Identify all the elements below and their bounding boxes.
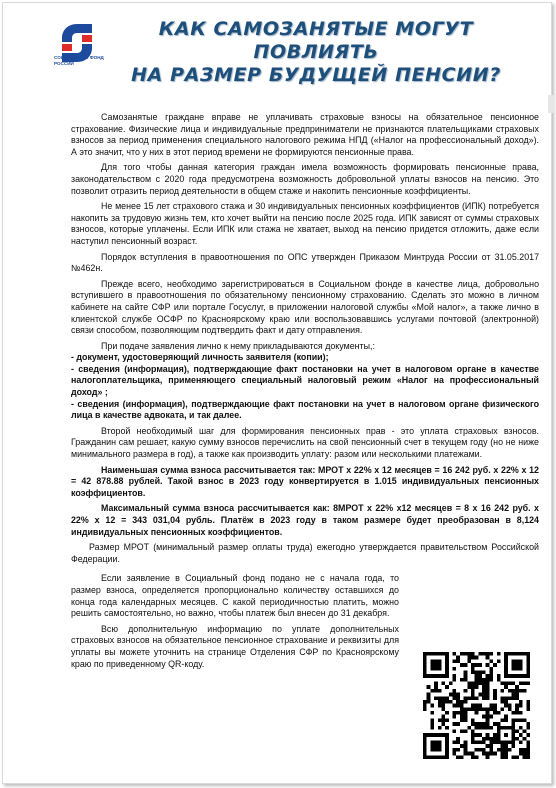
- paragraph-payment: Второй необходимый шаг для формирования пенсионных прав - это уплата страховых взносов. Гражданин сам решает, какую сумму взносов перечислить на свой пенсионный счет в текущем году (но не ниже минимального размера в год), а также как производить уплату: разом или несколькими платежами.: [71, 425, 539, 460]
- title-line-1: КАК САМОЗАНЯТЫЕ МОГУТ: [158, 18, 474, 40]
- paragraph-proportional: Если заявление в Социальный фонд подано не с начала года, то размер взноса, определяется пропорционально количеству оставшихся до конца года календарных месяцев. С какой периодичностью платить, можно решить самостоятельно, но важно, чтобы платеж был внесен до 31 декабря.: [71, 573, 399, 619]
- paragraph-legislation: Для того чтобы данная категория граждан имела возможность формировать пенсионные права, законодательством с 2020 года предусмотрена возможность добровольной уплаты взносов на пенсию. Это позволит отразить период деятельности в общем стаже и накопить пенсионные коэффициенты.: [71, 162, 539, 196]
- paragraph-min-contribution: Наименьшая сумма взноса рассчитывается так: МРОТ х 22% х 12 месяцев = 16 242 руб. х 22% х 12 = 42 878.88 рублей. Такой взнос в 2023 году конвертируется в 1.015 индивидуальных пенсионных коэффициентов.: [71, 464, 539, 498]
- paragraph-mrot: Размер МРОТ (минимальный размер оплаты труда) ежегодно утверждается правительством Российской Федерации.: [71, 542, 539, 564]
- page-edge-shadow: [548, 95, 554, 113]
- logo-caption: СОЦИАЛЬНЫЙ ФОНД РОССИИ: [54, 55, 104, 66]
- document-item: - документ, удостоверяющий личность заявителя (копии);: [71, 352, 329, 363]
- qr-code-icon[interactable]: [423, 652, 530, 759]
- paragraph-max-contribution: Максимальный сумма взноса рассчитывается как: 8МРОТ х 22% х12 месяцев = 8 х 16 242 руб. х 22% х 12 = 343 031,04 рубль. Платёж в 2023 году в таком размере будет преобразован в 8,124 индивидуальных пенсионных коэффициентов.: [71, 503, 539, 537]
- title-line-2: ПОВЛИЯТЬ: [253, 41, 379, 63]
- article-body: [71, 112, 539, 674]
- document-item: - сведения (информация), подтверждающие факт постановки на учет в налоговом органе физического лица в качестве адвоката, и так далее.: [71, 398, 539, 421]
- paragraph-intro: Самозанятые граждане вправе не уплачивать страховые взносы на обязательное пенсионное страхование. Физические лица и индивидуальные предприниматели не признаются плательщиками страховых взносов за период применения специального налогового режима НПД («Налог на профессиональный доход»). А это значит, что у них в этот период времени не формируются пенсионные права.: [71, 112, 539, 157]
- paragraph-documents-intro: При подаче заявления лично к нему прикладываются документы,:: [101, 340, 375, 351]
- paragraph-registration: Прежде всего, необходимо зарегистрироваться в Социальном фонде в качестве лица, добровольно вступившего в правоотношения по обязательному пенсионному страхованию. Сделать это можно в личном кабинете на сайте СФР или портале Госуслуг, в приложении налоговой службы «Мой налог», а также лично в клиентской службе ОСФР по Красноярскому краю или воспользовавшись услугами почтовой (электронной) связи способом, позволяющим подтвердить факт и дату отправления.: [71, 278, 539, 336]
- document-item: - сведения (информация), подтверждающие факт постановки на учет в налоговом органе в качестве налогоплательщика, применяющего специальный налоговый режим «Налог на профессиональный доход» ;: [71, 363, 539, 398]
- paragraph-requirements: Не менее 15 лет страхового стажа и 30 индивидуальных пенсионных коэффициентов (ИПК) потребуется накопить за трудовую жизнь тем, кто хочет выйти на пенсию после 2025 года. ИПК зависят от суммы страховых взносов, которые уплачены. Если ИПК или стажа не хватает, выход на пенсию придется отложить, даже если наступил пенсионный возраст.: [71, 201, 539, 246]
- title-line-3: НА РАЗМЕР БУДУЩЕЙ ПЕНСИИ?: [131, 64, 501, 86]
- paragraph-order: Порядок вступления в правоотношения по ОПС утвержден Приказом Минтруда России от 31.05.2017 №462н.: [71, 251, 539, 274]
- page-title: [126, 18, 506, 87]
- paragraph-more-info: Всю дополнительную информацию по уплате дополнительных страховых взносов на обязательное пенсионное страхование и реквизиты для уплаты вы можете уточнить на странице Отделения СФР по Красноярскому краю по приведенному QR-коду.: [71, 623, 399, 669]
